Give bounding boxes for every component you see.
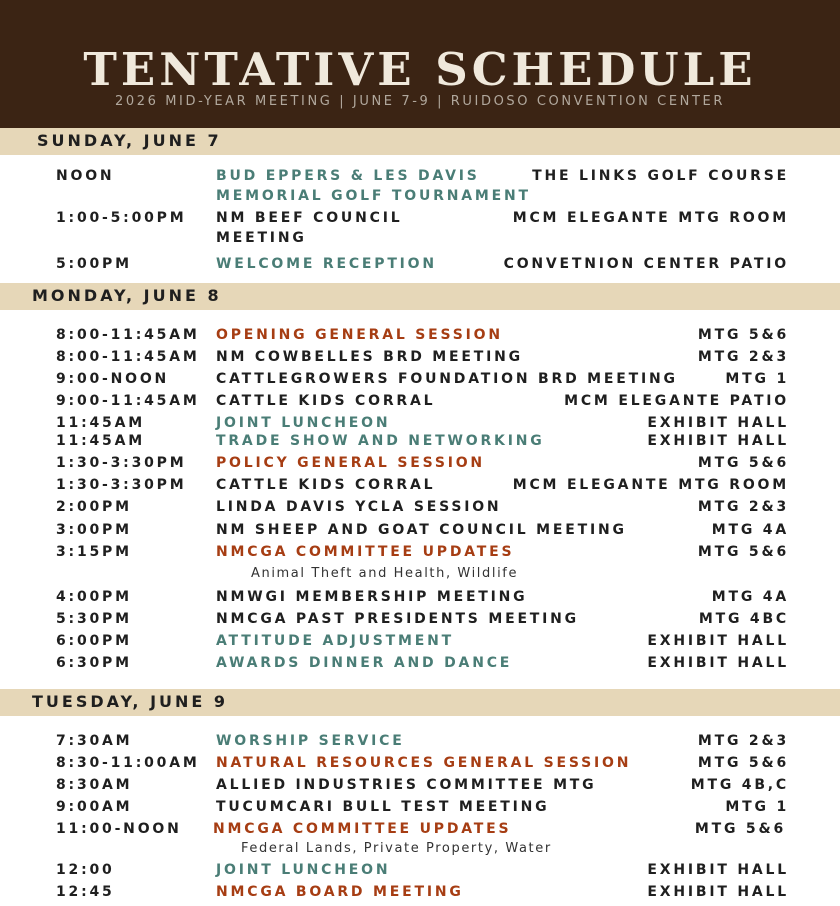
schedule-row: [0, 453, 840, 473]
event-title: JOINT LUNCHEON: [216, 862, 391, 878]
event-title: ATTITUDE ADJUSTMENT: [216, 633, 454, 649]
event-time: 9:00AM: [56, 799, 133, 815]
schedule-row: [0, 413, 840, 433]
event-title: NATURAL RESOURCES GENERAL SESSION: [216, 755, 632, 771]
event-location: MTG 2&3: [697, 349, 789, 365]
event-time: 8:00-11:45AM: [56, 349, 200, 365]
schedule-row: [0, 609, 840, 629]
event-time: 8:00-11:45AM: [56, 327, 200, 343]
event-title: NM BEEF COUNCIL: [216, 210, 403, 226]
schedule-row: [0, 347, 840, 367]
event-location: MTG 5&6: [697, 327, 789, 343]
event-title: ALLIED INDUSTRIES COMMITTEE MTG: [216, 777, 597, 793]
event-time: 1:30-3:30PM: [56, 477, 187, 493]
event-title: CATTLEGROWERS FOUNDATION BRD MEETING: [216, 371, 678, 387]
event-title: JOINT LUNCHEON: [216, 415, 391, 431]
page-title: TENTATIVE SCHEDULE: [83, 43, 757, 96]
event-location: EXHIBIT HALL: [647, 884, 789, 900]
schedule-row: [0, 254, 840, 274]
event-location: MTG 5&6: [697, 755, 789, 771]
event-title: CATTLE KIDS CORRAL: [216, 393, 436, 409]
event-location: MCM ELEGANTE MTG ROOM: [512, 210, 789, 226]
event-time: 5:30PM: [56, 611, 132, 627]
event-time: 11:45AM: [56, 433, 145, 449]
schedule-row: [0, 631, 840, 651]
event-location: MTG 4B,C: [690, 777, 789, 793]
event-time: 3:15PM: [56, 544, 132, 560]
schedule-row-continuation: [0, 228, 840, 248]
event-time: 11:45AM: [56, 415, 145, 431]
event-title: WORSHIP SERVICE: [216, 733, 405, 749]
schedule-row: [0, 391, 840, 411]
event-location: CONVETNION CENTER PATIO: [503, 256, 789, 272]
event-title: TUCUMCARI BULL TEST MEETING: [216, 799, 550, 815]
schedule-row: [0, 753, 840, 773]
event-time: 7:30AM: [56, 733, 133, 749]
event-title: CATTLE KIDS CORRAL: [216, 477, 436, 493]
event-time: 2:00PM: [56, 499, 132, 515]
event-location: EXHIBIT HALL: [647, 633, 789, 649]
schedule-row: [0, 166, 840, 186]
header-banner: [0, 0, 840, 128]
event-time: 11:00-NOON: [56, 821, 182, 837]
event-time: 6:00PM: [56, 633, 132, 649]
event-title: BUD EPPERS & LES DAVIS: [216, 168, 480, 184]
day-band-monday: [0, 283, 840, 310]
schedule-row: [0, 587, 840, 607]
event-time: 9:00-NOON: [56, 371, 170, 387]
event-location: THE LINKS GOLF COURSE: [532, 168, 789, 184]
event-location: MTG 2&3: [697, 499, 789, 515]
event-location: MTG 1: [725, 799, 789, 815]
event-time: 1:00-5:00PM: [56, 210, 187, 226]
event-time: 8:30AM: [56, 777, 133, 793]
event-location: EXHIBIT HALL: [647, 655, 789, 671]
event-location: MTG 2&3: [697, 733, 789, 749]
event-note: Federal Lands, Private Property, Water: [241, 841, 552, 856]
event-time: 12:00: [56, 862, 115, 878]
event-title: OPENING GENERAL SESSION: [216, 327, 503, 343]
schedule-row: [0, 520, 840, 540]
event-location: MTG 1: [725, 371, 789, 387]
event-title: LINDA DAVIS YCLA SESSION: [216, 499, 502, 515]
day-label: TUESDAY, JUNE 9: [32, 692, 229, 711]
event-title-line2: MEETING: [216, 230, 307, 246]
event-time: NOON: [56, 168, 115, 184]
event-title: NMWGI MEMBERSHIP MEETING: [216, 589, 528, 605]
event-location: MTG 4BC: [698, 611, 789, 627]
event-title: NMCGA COMMITTEE UPDATES: [216, 544, 515, 560]
event-time: 12:45: [56, 884, 115, 900]
schedule-row: [0, 882, 840, 902]
event-title: NM SHEEP AND GOAT COUNCIL MEETING: [216, 522, 627, 538]
event-time: 9:00-11:45AM: [56, 393, 200, 409]
schedule-row: [0, 731, 840, 751]
schedule-row: [0, 819, 840, 839]
schedule-row-continuation: [0, 186, 840, 206]
day-band-sunday: [0, 128, 840, 155]
event-location: MCM ELEGANTE MTG ROOM: [512, 477, 789, 493]
event-location: MTG 4A: [711, 522, 789, 538]
schedule-row: [0, 208, 840, 228]
event-note: Animal Theft and Health, Wildlife: [251, 566, 519, 581]
day-label: MONDAY, JUNE 8: [32, 286, 222, 305]
schedule-row: [0, 775, 840, 795]
schedule-row: [0, 497, 840, 517]
schedule-row: [0, 653, 840, 673]
event-title-line2: MEMORIAL GOLF TOURNAMENT: [216, 188, 531, 204]
event-title: NMCGA PAST PRESIDENTS MEETING: [216, 611, 579, 627]
event-location: MTG 4A: [711, 589, 789, 605]
event-time: 6:30PM: [56, 655, 132, 671]
event-time: 1:30-3:30PM: [56, 455, 187, 471]
event-location: EXHIBIT HALL: [647, 415, 789, 431]
event-title: NMCGA COMMITTEE UPDATES: [213, 821, 512, 837]
event-location: MCM ELEGANTE PATIO: [564, 393, 789, 409]
event-title: NMCGA BOARD MEETING: [216, 884, 464, 900]
event-location: EXHIBIT HALL: [647, 862, 789, 878]
event-time: 3:00PM: [56, 522, 132, 538]
event-time: 4:00PM: [56, 589, 132, 605]
event-time: 5:00PM: [56, 256, 132, 272]
event-title: NM COWBELLES BRD MEETING: [216, 349, 523, 365]
event-title: WELCOME RECEPTION: [216, 256, 437, 272]
day-band-tuesday: [0, 689, 840, 716]
schedule-row: [0, 860, 840, 880]
schedule-row: [0, 542, 840, 562]
schedule-row: [0, 797, 840, 817]
event-location: MTG 5&6: [697, 544, 789, 560]
event-title: TRADE SHOW AND NETWORKING: [216, 433, 545, 449]
schedule-row: [0, 475, 840, 495]
event-location: MTG 5&6: [697, 455, 789, 471]
event-title: POLICY GENERAL SESSION: [216, 455, 485, 471]
schedule-row: [0, 369, 840, 389]
event-location: MTG 5&6: [694, 821, 786, 837]
schedule-row: [0, 325, 840, 345]
page-subtitle: 2026 MID-YEAR MEETING | JUNE 7-9 | RUIDOSO CONVENTION CENTER: [115, 94, 725, 109]
day-label: SUNDAY, JUNE 7: [37, 131, 222, 150]
schedule-row: [0, 431, 840, 451]
event-time: 8:30-11:00AM: [56, 755, 200, 771]
event-title: AWARDS DINNER AND DANCE: [216, 655, 513, 671]
event-location: EXHIBIT HALL: [647, 433, 789, 449]
